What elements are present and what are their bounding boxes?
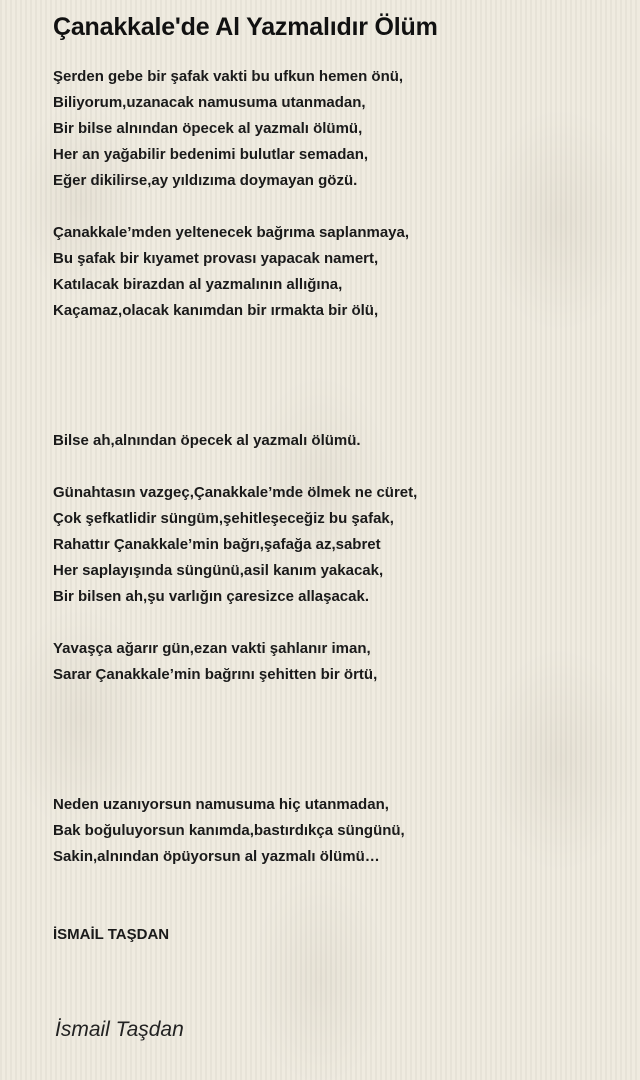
poem-line: Sarar Çanakkale’min bağrını şehitten bir örtü,	[53, 666, 378, 683]
stanza-gap	[53, 324, 613, 350]
stanza-gap	[53, 402, 613, 428]
stanza-gap	[53, 714, 613, 740]
poem-line: Günahtasın vazgeç,Çanakkale’mde ölmek ne cüret,	[53, 484, 418, 501]
poem-line: Biliyorum,uzanacak namusuma utanmadan,	[53, 94, 366, 111]
poem-line: Bir bilse alnından öpecek al yazmalı ölümü,	[53, 120, 363, 137]
poem-line: Bilse ah,alnından öpecek al yazmalı ölümü.	[53, 432, 361, 449]
poem-line: İSMAİL TAŞDAN	[53, 926, 170, 943]
poem-title: Çanakkale'de Al Yazmalıdır Ölüm	[53, 13, 438, 41]
poem-line: Çanakkale’mden yeltenecek bağrıma saplanmaya,	[53, 224, 410, 241]
stanza-gap	[53, 740, 613, 766]
poem-line: Neden uzanıyorsun namusuma hiç utanmadan,	[53, 796, 389, 813]
stanza-gap	[53, 376, 613, 402]
poem-line: Her an yağabilir bedenimi bulutlar semadan,	[53, 146, 369, 163]
poem-line: Çok şefkatlidir süngüm,şehitleşeceğiz bu şafak,	[53, 510, 394, 527]
stanza-gap	[53, 610, 613, 636]
poem-line: Katılacak birazdan al yazmalının allığına,	[53, 276, 343, 293]
stanza-gap	[53, 194, 613, 220]
stanza-gap	[53, 766, 613, 792]
stanza-gap	[53, 688, 613, 714]
poem-line: Bak boğuluyorsun kanımda,bastırdıkça süngünü,	[53, 822, 405, 839]
stanza-gap	[53, 896, 613, 922]
poem-line: Şerden gebe bir şafak vakti bu ufkun hemen önü,	[53, 68, 404, 85]
poem-line: Her saplayışında süngünü,asil kanım yakacak,	[53, 562, 384, 579]
stanza-gap	[53, 350, 613, 376]
poem-line: Rahattır Çanakkale’min bağrı,şafağa az,sabret	[53, 536, 381, 553]
author-signature: İsmail Taşdan	[55, 1018, 184, 1041]
poem-line: Bu şafak bir kıyamet provası yapacak namert,	[53, 250, 379, 267]
poem-line: Eğer dikilirse,ay yıldızıma doymayan gözü.	[53, 172, 358, 189]
poem-line: Sakin,alnından öpüyorsun al yazmalı ölümü…	[53, 848, 380, 865]
stanza-gap	[53, 454, 613, 480]
poem-line: Bir bilsen ah,şu varlığın çaresizce allaşacak.	[53, 588, 370, 605]
poem-line: Yavaşça ağarır gün,ezan vakti şahlanır iman,	[53, 640, 371, 657]
poem-body	[53, 64, 613, 948]
poem-line: Kaçamaz,olacak kanımdan bir ırmakta bir ölü,	[53, 302, 379, 319]
poem-page	[53, 12, 613, 948]
stanza-gap	[53, 870, 613, 896]
